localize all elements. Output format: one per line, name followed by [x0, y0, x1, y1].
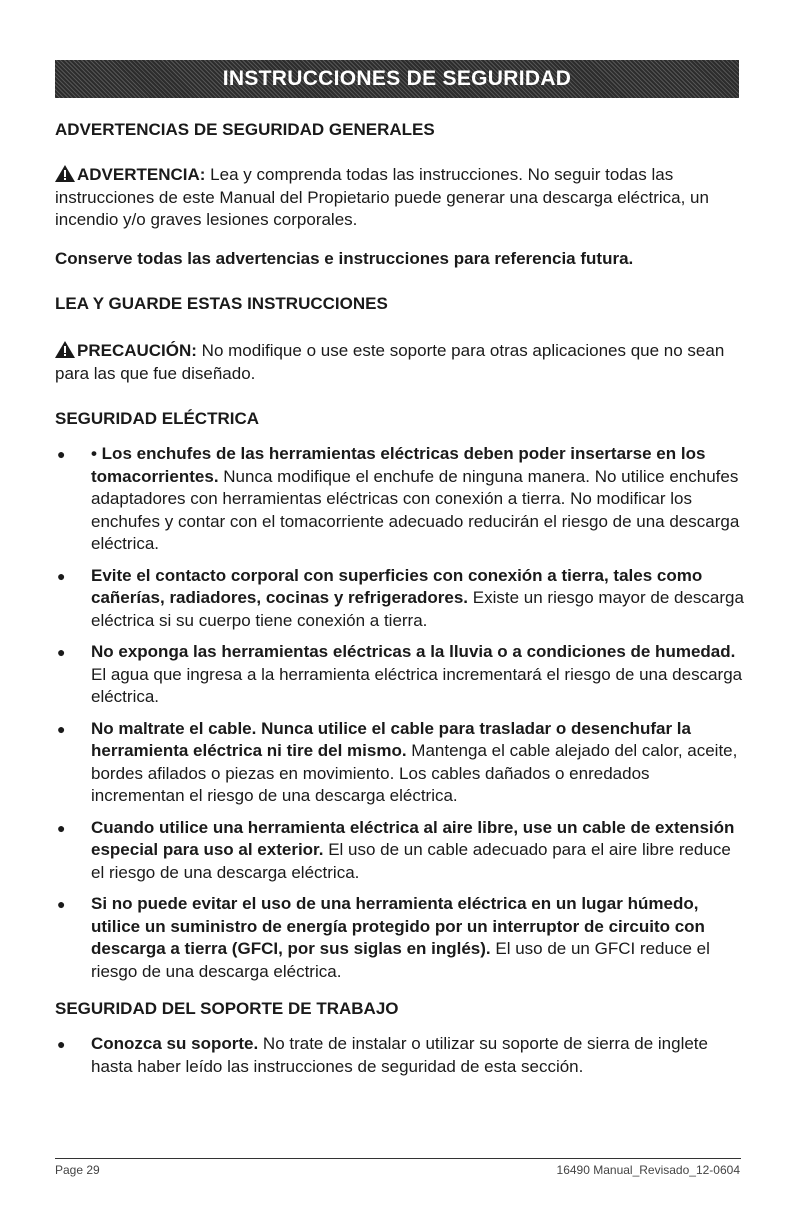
- list-item: [55, 565, 745, 633]
- item-text: No trate de instalar o utilizar su soporte de sierra de inglete hasta haber leído las instrucciones de seguridad de esta sección.: [91, 1034, 708, 1076]
- bullet-dot-icon: ●: [57, 1036, 66, 1052]
- warning-text: Lea y comprenda todas las instrucciones. No seguir todas las instrucciones de este Manual del Propietario puede generar una descarga eléctrica, un incendio y/o graves lesiones corporales.: [55, 165, 709, 229]
- warning-triangle-icon: [55, 341, 75, 358]
- item-text: Mantenga el cable alejado del calor, aceite, bordes afilados o piezas en movimiento. Los cables dañados o enredados incrementan el riesgo de una descarga eléctrica.: [91, 741, 738, 805]
- item-bold: Si no puede evitar el uso de una herramienta eléctrica en un lugar húmedo, utilice un suministro de energía protegido por un interruptor de circuito con descarga a tierra (GFCI, por sus siglas en inglés).: [91, 894, 705, 958]
- warning-triangle-icon: [55, 165, 75, 182]
- electrical-list: [55, 443, 745, 983]
- item-text: El uso de un cable adecuado para el aire libre reduce el riesgo de una descarga eléctrica.: [91, 840, 731, 882]
- keep-instructions: Conserve todas las advertencias e instrucciones para referencia futura.: [55, 248, 634, 268]
- warning-label: ADVERTENCIA:: [77, 165, 206, 184]
- caution-label: PRECAUCIÓN:: [77, 341, 197, 360]
- banner-title: INSTRUCCIONES DE SEGURIDAD: [222, 67, 572, 90]
- general-heading: ADVERTENCIAS DE SEGURIDAD GENERALES: [55, 120, 435, 139]
- work-stand-heading: SEGURIDAD DEL SOPORTE DE TRABAJO: [55, 999, 399, 1018]
- item-bold: No exponga las herramientas eléctricas a la lluvia o a condiciones de humedad.: [91, 642, 736, 661]
- item-bold: No maltrate el cable. Nunca utilice el cable para trasladar o desenchufar la herramienta eléctrica ni tire del mismo.: [91, 718, 691, 760]
- read-keep-heading: LEA Y GUARDE ESTAS INSTRUCCIONES: [55, 294, 388, 313]
- item-bold: Evite el contacto corporal con superficies con conexión a tierra, tales como cañerías, radiadores, cocinas y refrigeradores.: [91, 565, 703, 607]
- work-stand-list: [55, 1033, 745, 1078]
- item-bold: Cuando utilice una herramienta eléctrica al aire libre, use un cable de extensión especial para uso al exterior.: [91, 817, 735, 859]
- footer-divider: [55, 1158, 741, 1159]
- bullet-dot-icon: ●: [57, 819, 66, 836]
- bullet-dot-icon: ●: [57, 896, 66, 912]
- bullet-dot-icon: ●: [57, 567, 66, 584]
- list-item: [55, 893, 745, 983]
- list-item: [55, 641, 745, 709]
- page-number: Page 29: [55, 1163, 100, 1177]
- page-content: [55, 120, 745, 1078]
- item-bold: • Los enchufes de las herramientas eléctricas deben poder insertarse en los tomacorrientes.: [91, 444, 706, 486]
- item-bold: Conozca su soporte.: [91, 1034, 259, 1053]
- bullet-dot-icon: ●: [57, 446, 66, 462]
- caution-paragraph: [55, 340, 745, 385]
- list-item: [55, 1033, 745, 1078]
- bullet-dot-icon: ●: [57, 644, 66, 660]
- electrical-heading: SEGURIDAD ELÉCTRICA: [55, 409, 260, 428]
- item-text: Nunca modifique el enchufe de ninguna manera. No utilice enchufes adaptadores con herramientas eléctricas con conexión a tierra. No modificar los enchufes y contar con el tomacorriente adecuado reducirán el riesgo de una descarga eléctrica.: [91, 466, 740, 553]
- list-item: [55, 718, 745, 808]
- list-item: [55, 443, 745, 556]
- document-id: 16490 Manual_Revisado_12-0604: [556, 1163, 740, 1177]
- general-warning: [55, 164, 745, 232]
- bullet-dot-icon: ●: [57, 720, 66, 737]
- item-text: El agua que ingresa a la herramienta eléctrica incrementará el riesgo de una descarga eléctrica.: [91, 664, 743, 706]
- item-text: El uso de un GFCI reduce el riesgo de una descarga eléctrica.: [91, 939, 710, 981]
- list-item: [55, 817, 745, 885]
- section-banner: [55, 60, 739, 98]
- caution-text: No modifique o use este soporte para otras aplicaciones que no sean para las que fue diseñado.: [55, 341, 725, 383]
- item-text: Existe un riesgo mayor de descarga eléctrica si su cuerpo tiene conexión a tierra.: [91, 588, 744, 630]
